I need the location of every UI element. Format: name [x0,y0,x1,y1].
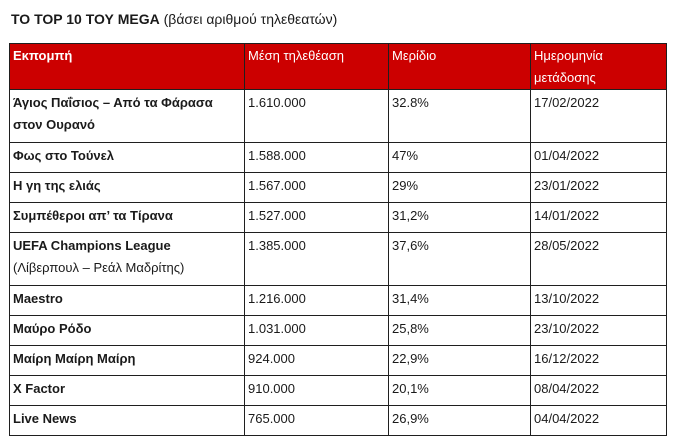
table-header [10,44,667,90]
cell-share: 25,8% [389,316,531,346]
page-title-subtitle: (βάσει αριθμού τηλεθεατών) [159,11,338,27]
cell-date: 28/05/2022 [531,233,667,286]
page-title-bold: ΤΟ TOP 10 ΤΟΥ MEGA [11,11,160,27]
cell-viewers: 910.000 [245,376,389,406]
cell-show: Η γη της ελιάς [10,173,245,203]
cell-viewers: 924.000 [245,346,389,376]
table-header-row [10,44,667,90]
cell-show: X Factor [10,376,245,406]
table-row [10,143,667,173]
cell-show: Live News [10,406,245,436]
cell-viewers: 1.610.000 [245,90,389,143]
cell-date: 13/10/2022 [531,286,667,316]
cell-show: Φως στο Τούνελ [10,143,245,173]
cell-date: 08/04/2022 [531,376,667,406]
cell-viewers: 1.588.000 [245,143,389,173]
cell-viewers: 1.527.000 [245,203,389,233]
table-row [10,286,667,316]
cell-share: 20,1% [389,376,531,406]
cell-date: 01/04/2022 [531,143,667,173]
cell-share: 31,2% [389,203,531,233]
cell-date: 04/04/2022 [531,406,667,436]
cell-show: Μαίρη Μαίρη Μαίρη [10,346,245,376]
cell-show: Συμπέθεροι απ’ τα Τίρανα [10,203,245,233]
table-row [10,376,667,406]
table-row [10,346,667,376]
table-row [10,233,667,286]
cell-share: 47% [389,143,531,173]
table-row [10,203,667,233]
cell-share: 26,9% [389,406,531,436]
cell-viewers: 765.000 [245,406,389,436]
cell-date: 16/12/2022 [531,346,667,376]
cell-share: 29% [389,173,531,203]
column-header-share: Μερίδιο [389,44,531,90]
cell-date: 23/01/2022 [531,173,667,203]
table-row [10,316,667,346]
cell-show: Μαύρο Ρόδο [10,316,245,346]
cell-show [10,233,245,286]
page-title [11,9,337,29]
table-row [10,90,667,143]
cell-show-subtitle: (Λίβερπουλ – Ρεάλ Μαδρίτης) [13,260,185,275]
cell-date: 23/10/2022 [531,316,667,346]
cell-share: 22,9% [389,346,531,376]
cell-viewers: 1.385.000 [245,233,389,286]
column-header-date: Ημερομηνία μετάδοσης [531,44,667,90]
ratings-table [9,43,667,436]
cell-viewers: 1.216.000 [245,286,389,316]
cell-viewers: 1.567.000 [245,173,389,203]
cell-share: 31,4% [389,286,531,316]
cell-show: Άγιος Παΐσιος – Από τα Φάρασα στον Ουρανό [10,90,245,143]
table-row [10,173,667,203]
cell-date: 17/02/2022 [531,90,667,143]
table-body [10,90,667,436]
column-header-viewers: Μέση τηλεθέαση [245,44,389,90]
cell-date: 14/01/2022 [531,203,667,233]
cell-share: 32.8% [389,90,531,143]
table-row [10,406,667,436]
cell-viewers: 1.031.000 [245,316,389,346]
cell-share: 37,6% [389,233,531,286]
cell-show-title: UEFA Champions League [13,238,171,253]
cell-show: Maestro [10,286,245,316]
column-header-show: Εκπομπή [10,44,245,90]
